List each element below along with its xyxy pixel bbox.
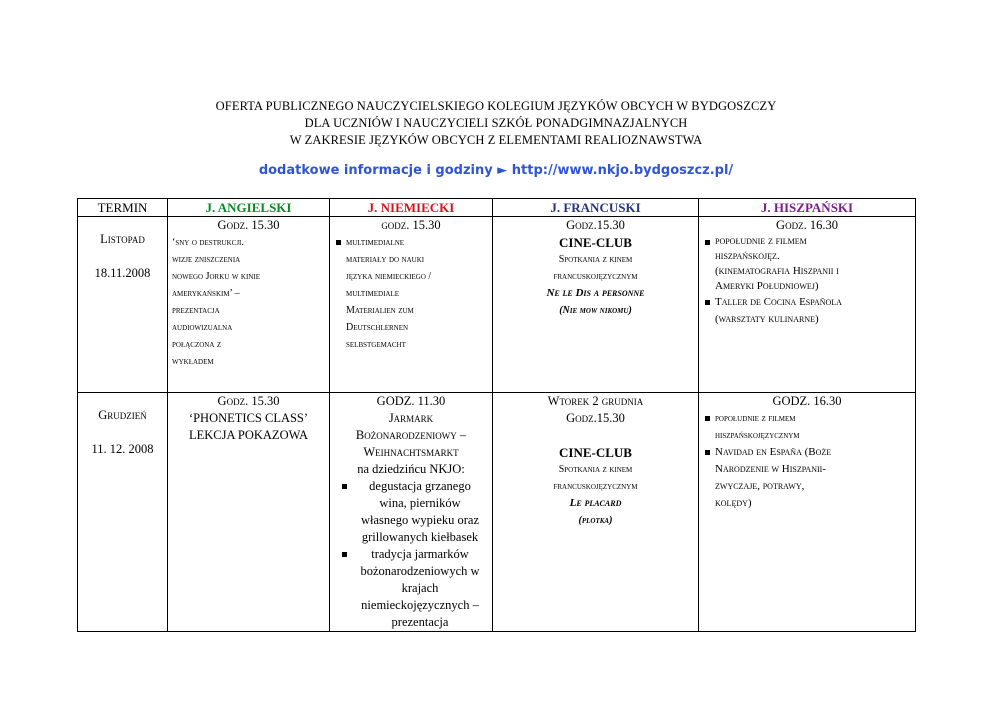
event-line: ‘sny o destrukcji.: [172, 237, 244, 248]
item-line: hiszpańskojęzycznym: [715, 430, 800, 441]
header-line-1: OFERTA PUBLICZNEGO NAUCZYCIELSKIEGO KOLEGIUM JĘZYKÓW OBCYCH W BYDGOSZCZY: [215, 99, 777, 113]
item-line: Taller de Cocina Española: [715, 296, 842, 308]
item-line: języka niemieckiego /: [346, 271, 432, 282]
event-line: amerykańskim’ –: [172, 288, 240, 299]
info-link[interactable]: dodatkowe informacje i godziny ► http://www.nkjo.bydgoszcz.pl/: [258, 163, 734, 178]
event-time: Godz.15.30: [566, 218, 625, 232]
event-time: GODZ. 11.30: [376, 394, 446, 408]
item-line: degustacja grzanego: [369, 479, 471, 493]
col-header-termin: TERMIN: [78, 199, 168, 217]
list-item: [340, 478, 488, 546]
item-line: niemieckojęzycznych –: [361, 598, 479, 612]
event-line: wizje zniszczenia: [172, 254, 241, 265]
event-line: francuskojęzycznym: [553, 271, 638, 282]
english-cell: [168, 393, 330, 632]
item-line: multimedialne: [346, 237, 405, 248]
item-line: tradycja jarmarków: [371, 547, 469, 561]
french-cell: [493, 217, 699, 393]
item-line: popołudnie z filmem: [715, 235, 807, 247]
item-line: zwyczaje, potrawy,: [715, 480, 805, 492]
event-time: Godz. 15.30: [217, 218, 280, 232]
list-item: [340, 546, 488, 631]
header-line-2: DLA UCZNIÓW I NAUCZYCIELI SZKÓŁ PONADGIMNAZJALNYCH: [304, 116, 688, 130]
item-line: materiały do nauki: [346, 254, 425, 265]
event-time: Godz. 16.30: [776, 218, 838, 232]
schedule-table: [77, 198, 916, 632]
col-header-german: J. NIEMIECKI: [330, 199, 493, 217]
item-line: Navidad en España (Boże: [715, 446, 832, 458]
item-line: własnego wypieku oraz: [360, 513, 480, 527]
header-line-3: W ZAKRESIE JĘZYKÓW OBCYCH Z ELEMENTAMI REALIOZNAWSTWA: [289, 133, 703, 147]
table-header-row: [78, 199, 916, 217]
item-line: wina, pierników: [379, 496, 461, 510]
event-line: Weihnachtsmarkt: [363, 445, 459, 459]
term-cell: [78, 217, 168, 393]
event-time: godz. 15.30: [381, 218, 441, 232]
item-line: bożonarodzeniowych w: [360, 564, 480, 578]
item-line: multimediale: [346, 288, 400, 299]
french-cell: [493, 393, 699, 632]
item-line: grillowanych kiełbasek: [361, 530, 479, 544]
event-title: CINE-CLUB: [559, 235, 632, 250]
list-item: [703, 444, 911, 512]
list-item: [703, 410, 911, 444]
item-line: krajach: [401, 581, 439, 595]
spanish-cell: [699, 217, 916, 393]
term-cell: [78, 393, 168, 632]
event-line: wykładem: [172, 356, 214, 367]
document-header: [0, 98, 992, 149]
german-cell: [330, 217, 493, 393]
item-line: Materialien zum: [346, 305, 414, 316]
item-line: prezentacja: [391, 615, 449, 629]
table-row: [78, 217, 916, 393]
english-cell: [168, 217, 330, 393]
item-line: hiszpańskojęz.: [715, 250, 780, 262]
list-item: [703, 234, 911, 294]
table-row: [78, 393, 916, 632]
term-date: 11. 12. 2008: [91, 442, 154, 456]
item-line: (kinematografia Hiszpanii i: [715, 265, 839, 277]
item-line: (warsztaty kulinarne): [715, 313, 819, 325]
event-line: Bożonarodzeniowy –: [355, 428, 467, 442]
event-line: audiowizualna: [172, 322, 233, 333]
event-line: prezentacja: [172, 305, 220, 316]
event-line: nowego Jorku w kinie: [172, 271, 260, 282]
event-line: Spotkania z kinem: [558, 464, 633, 475]
film-title-polish: (Nie mow nikomu): [559, 305, 632, 316]
term-date: 18.11.2008: [94, 266, 151, 280]
event-line: LEKCJA POKAZOWA: [188, 428, 309, 442]
list-item: [703, 294, 911, 328]
event-time: Godz.15.30: [566, 411, 625, 425]
film-title: Ne le Dis a personne: [546, 287, 645, 299]
event-line: połączona z: [172, 339, 222, 350]
term-month: Listopad: [100, 232, 145, 246]
event-time: Godz. 15.30: [217, 394, 280, 408]
event-title: CINE-CLUB: [559, 445, 632, 460]
event-line: ‘PHONETICS CLASS’: [188, 411, 309, 425]
item-line: Deutschlernen: [346, 322, 409, 333]
item-line: popołudnie z filmem: [715, 413, 796, 424]
event-line: na dziedzińcu NKJO:: [357, 462, 465, 476]
event-time: GODZ. 16.30: [772, 394, 842, 408]
event-date-line: Wtorek 2 grudnia: [547, 394, 644, 408]
list-item: [334, 234, 488, 353]
event-line: Spotkania z kinem: [558, 254, 633, 265]
film-title-polish: (plotka): [578, 515, 613, 526]
item-line: selbstgemacht: [346, 339, 406, 350]
german-cell: [330, 393, 493, 632]
col-header-french: J. FRANCUSKI: [493, 199, 699, 217]
item-line: Narodzenie w Hiszpanii-: [715, 463, 826, 475]
item-line: Ameryki Południowej): [715, 280, 819, 292]
event-line: francuskojęzycznym: [553, 481, 638, 492]
film-title: Le placard: [569, 497, 622, 509]
col-header-english: J. ANGIELSKI: [168, 199, 330, 217]
item-line: kolędy): [715, 497, 752, 509]
col-header-spanish: J. HISZPAŃSKI: [699, 199, 916, 217]
event-line: Jarmark: [388, 411, 434, 425]
spanish-cell: [699, 393, 916, 632]
term-month: Grudzień: [98, 408, 147, 422]
